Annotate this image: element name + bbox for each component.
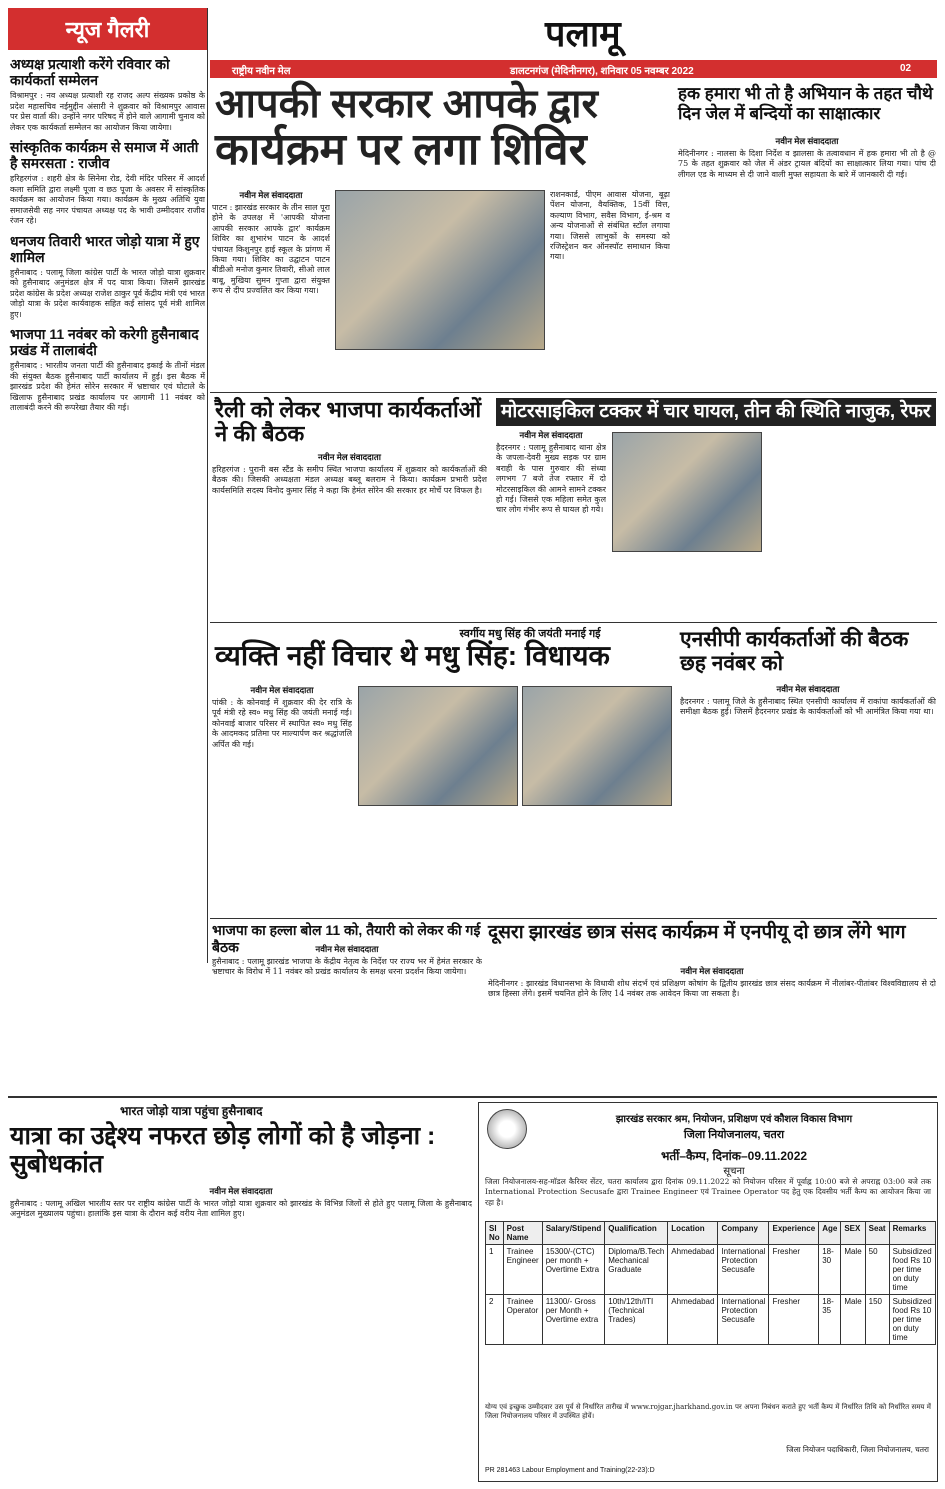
table-cell: 15300/-(CTC) per month + Overtime Extra	[542, 1245, 605, 1295]
table-cell: 10th/12th/ITI (Technical Trades)	[605, 1295, 668, 1345]
sidebar-story-text: हुसैनाबाद : भारतीय जनता पार्टी की हुसैनाबाद इकाई के तीनों मंडल की संयुक्त बैठक हुसैनाबाद पार्टी कार्यालय में हुई। इस बैठक में झारखंड प्रदेश की हेमंत सोरेन सरकार में भ्रष्टाचार एवं घोटाले के खिलाफ हुसैनाबाद प्रखंड कार्यालय पर आगामी 11 नवंबर को तालाबंदी करने की रूपरेखा तैयार की गई।	[10, 361, 205, 412]
lead-headline-line-1: आपकी सरकार आपके द्वार	[215, 82, 598, 126]
table-cell: 150	[865, 1295, 889, 1345]
rally-text: हरिहरगंज : पुरानी बस स्टैंड के समीप स्थित भाजपा कार्यालय में शुक्रवार को कार्यकर्ताओं की बैठक की। जिसकी अध्यक्षता मंडल अध्यक्ष बब्लू बलराम ने किया। कार्यक्रम प्रभारी प्रदेश कार्यसमिति सदस्य विनोद कुमार सिंह ने कहा कि हेमंत सोरेन की सरकार हर मोर्चे पर विफल है।	[212, 465, 487, 495]
byline: नवीन मेल संवाददाता	[680, 966, 744, 976]
dateline-bar	[210, 60, 937, 78]
byline: नवीन मेल संवाददाता	[315, 944, 379, 954]
notice-department: झारखंड सरकार श्रम, नियोजन, प्रशिक्षण एवं कौशल विकास विभाग	[615, 1114, 853, 1125]
dateline: डालटनगंज (मेदिनीनगर), शनिवार 05 नवम्बर 2022	[510, 66, 694, 77]
byline: नवीन मेल संवाददाता	[775, 136, 839, 146]
jail-text: मेदिनीनगर : नालसा के दिशा निर्देश व झालसा के तत्वावधान में हक हमारा भी तो है @ 75 के तहत शुक्रवार को जेल में अंडर ट्रायल बंदियों का साक्षात्कार लिया गया। पांच दी लीगल एड के माध्यम से दी जाने वाली मुफ्त सहायता के बारे में जानकारी दी गई।	[678, 149, 936, 179]
yatra-headline: यात्रा का उद्देश्य नफरत छोड़ लोगों को है जोड़ना : सुबोधकांत	[10, 1122, 436, 1178]
bjp11-headline: भाजपा का हल्ला बोल 11 को, तैयारी को लेकर की गई बैठक	[212, 922, 481, 955]
madhu-kicker: स्वर्गीय मधु सिंह की जयंती मनाई गई	[459, 628, 601, 640]
madhu-photo-1	[358, 686, 518, 806]
madhu-photo-2	[522, 686, 672, 806]
sidebar-story-text: विश्रामपुर : नव अध्यक्ष प्रत्याशी रह राजद अल्प संख्यक प्रकोष्ठ के प्रदेश महासचिव नईमुद्दीन अंसारी ने शुक्रवार को विश्रामपुर आवास पर प्रेस वार्ता की। उन्होंने नगर परिषद में होने वाले आगामी चुनाव को लेकर एक कार्यकर्ता सम्मेलन का आयोजन किया जायेगा।	[10, 91, 205, 132]
col-header: Seat	[865, 1222, 889, 1245]
table-cell: Subsidized food Rs 10 per time on duty time	[889, 1295, 935, 1345]
notice-pr-number: PR 281463 Labour Employment and Training(22-23):D	[485, 1467, 655, 1474]
sidebar-story-text: हरिहरगंज : शहरी क्षेत्र के सिनेमा रोड, देवी मंदिर परिसर में आदर्श कला समिति द्वारा लक्ष्मी पूजा व छठ पूजा के अवसर में सांस्कृतिक कार्यक्रम का आयोजन किया गया। कार्यक्रम के मुख्य अतिथि युवा समाजसेवी सह नगर पंचायत अध्यक्ष पद के भावी उम्मीदवार राजीव रंजन रहे।	[10, 174, 205, 225]
yatra-kicker: भारत जोड़ो यात्रा पहुंचा हुसैनाबाद	[120, 1104, 263, 1118]
notice-intro: जिला नियोजनालय-सह-मॉडल कैरियर सेंटर, चतरा कार्यालय द्वारा दिनांक 09.11.2022 को नियोजन परिसर में पूर्वाह्न 10:00 बजे से अपराह्न 03:00 बजे तक International Protection Secusafe द्वारा Trainee Engineer एवं Trainee Operator पद हेतु एक दिवसीय भर्ती कैम्प का आयोजन किया जा रहा है।	[485, 1177, 931, 1207]
notice-subtitle: सूचना	[723, 1166, 745, 1177]
jail-story	[678, 136, 936, 386]
accident-headline: मोटरसाइकिल टक्कर में चार घायल, तीन की स्थिति नाजुक, रेफर	[496, 398, 936, 426]
sidebar-story-text: हुसैनाबाद : पलामू जिला कांग्रेस पार्टी के भारत जोड़ो यात्रा शुक्रवार को हुसैनाबाद अनुमंडल क्षेत्र में पद यात्रा किया। जिसमें झारखंड प्रदेश कांग्रेस के प्रदेश अध्यक्ष राजेश ठाकुर पूर्व केंद्रीय मंत्री एवं भारत जोड़ो यात्रा के प्रदेश कार्यवाहक सहित कई सांसद पूर्व मंत्री शामिल हुए।	[10, 267, 205, 319]
sidebar-story-title: धनजय तिवारी भारत जोड़ो यात्रा में हुए शामिल	[10, 232, 200, 265]
notice-footer: योग्य एवं इच्छुक उम्मीदवार उस पूर्व से निर्धारित तारीख में www.rojgar.jharkhand.gov.in पर अपना निबंधन कराते हुए भर्ती कैम्प में निर्धारित तिथि को निर्धारित समय में जिला नियोजनालय परिसर में उपस्थित होवें।	[485, 1403, 931, 1420]
table-cell: 18-35	[819, 1295, 841, 1345]
lead-headline-line-2: कार्यक्रम पर लगा शिविर	[215, 125, 587, 174]
ncp-story	[680, 684, 936, 910]
table-cell: Diploma/B.Tech Mechanical Graduate	[605, 1245, 668, 1295]
parliament-story	[488, 966, 936, 1086]
table-row	[486, 1245, 936, 1295]
edition-name: पलामू	[545, 13, 621, 54]
notice-title: भर्ती–कैम्प, दिनांक–09.11.2022	[660, 1149, 808, 1163]
sidebar-story-title: सांस्कृतिक कार्यक्रम से समाज में आती है समरसता : राजीव	[10, 139, 199, 171]
paper-label: राष्ट्रीय नवीन मेल	[232, 66, 291, 77]
col-header: Remarks	[889, 1222, 935, 1245]
table-cell: Male	[841, 1295, 865, 1345]
lead-column-1	[212, 190, 330, 380]
sidebar-story-title: भाजपा 11 नवंबर को करेगी हुसैनाबाद प्रखंड में तालाबंदी	[10, 326, 199, 358]
byline: नवीन मेल संवाददाता	[209, 1186, 273, 1196]
madhu-story	[212, 685, 352, 910]
table-row	[486, 1295, 936, 1345]
table-cell: Fresher	[769, 1245, 819, 1295]
parliament-headline: दूसरा झारखंड छात्र संसद कार्यक्रम में एनपीयू दो छात्र लेंगे भाग	[488, 922, 906, 943]
col-header: Qualification	[605, 1222, 668, 1245]
table-cell: International Protection Secusafe	[718, 1245, 769, 1295]
byline: नवीन मेल संवाददाता	[318, 452, 381, 462]
jail-headline: हक हमारा भी तो है अभियान के तहत चौथे दिन जेल में बन्दियों का साक्षात्कार	[678, 84, 933, 123]
table-cell: 18-30	[819, 1245, 841, 1295]
col-header: SEX	[841, 1222, 865, 1245]
jharkhand-emblem-icon	[487, 1109, 527, 1149]
table-cell: Male	[841, 1245, 865, 1295]
col-header: Experience	[769, 1222, 819, 1245]
madhu-text: पांकी : के कोनवाई में शुक्रवार की देर रात्रि के पूर्व मंत्री रहे स्व० मधु सिंह की जयंती मनाई गई। कोनवाई बाजार परिसर में स्थापित स्व० मधु सिंह के आदमकद प्रतिमा पर माल्यार्पण कर श्रद्धांजलि अर्पित की गई।	[212, 698, 352, 749]
table-cell: Ahmedabad	[668, 1245, 718, 1295]
table-cell: 1	[486, 1245, 504, 1295]
lead-text: पाटन : झारखंड सरकार के तीन साल पूरा होने के उपलक्ष में 'आपकी योजना आपकी सरकार आपके द्वार' कार्यक्रम शिविर का शुभारंभ पाटन के आदर्श पंचायत किशुनपुर हाई स्कूल के प्रांगण में किया गया। शिविर का उद्घाटन पाटन बीडीओ मनोज कुमार तिवारी, सीओ लाल बाबू, मुखिया सुमन गुप्ता द्वारा संयुक्त रूप से दीप प्रज्वलित कर किया गया।	[212, 203, 330, 296]
table-cell: Ahmedabad	[668, 1295, 718, 1345]
rally-story	[212, 452, 487, 617]
lead-column-2	[550, 190, 670, 390]
notice-table	[485, 1221, 936, 1345]
yatra-text: हुसैनाबाद : पलामू अखिल भारतीय स्तर पर राष्ट्रीय कांग्रेस पार्टी के भारत जोड़ो यात्रा शुक्रवार को झारखंड के विभिन्न जिलों से होते हुए पलामू जिला के हुसैनाबाद अनुमंडल मुख्यालय पहुंचा। हालांकि इस यात्रा के दौरान कई वरीय नेता शामिल हुए।	[10, 1199, 472, 1219]
byline: नवीन मेल संवाददाता	[519, 430, 583, 440]
col-header: Post Name	[503, 1222, 542, 1245]
rally-headline: रैली को लेकर भाजपा कार्यकर्ताओं ने की बैठक	[215, 397, 482, 446]
parliament-text: मेदिनीनगर : झारखंड विधानसभा के विधायी शोध संदर्भ एवं प्रशिक्षण कोषांग के द्वितीय झारखंड छात्र संसद कार्यक्रम में नीलांबर-पीतांबर विश्वविद्यालय से दो छात्र हिस्सा लेंगे। इसमें चयनित होने के लिए 14 नवंबर तक आवेदन किया जा सकता है।	[488, 979, 936, 999]
table-cell: Trainee Operator	[503, 1295, 542, 1345]
table-cell: Subsidized food Rs 10 per time on duty time	[889, 1245, 935, 1295]
byline: नवीन मेल संवाददाता	[776, 684, 840, 694]
col-header: Sl No	[486, 1222, 504, 1245]
lead-text-2: राशनकार्ड, पीएम आवास योजना, बूढ़ा पेंशन योजना, वैयक्तिक, 15वीं वित्त, कल्याण विभाग, सवैस विभाग, ई-श्रम व अन्य योजनाओं से संबंधित स्टॉल लगाया गया। जिससे लाभुकों के समस्या को रजिस्ट्रेशन कर ऑनस्पॉट समाधान किया गया।	[550, 190, 670, 262]
lead-headline	[215, 84, 675, 172]
news-gallery-header: न्यूज गैलरी	[8, 8, 207, 50]
accident-photo	[612, 432, 762, 552]
bjp11-text: हुसैनाबाद : पलामू झारखंड भाजपा के केंद्रीय नेतृत्व के निर्देश पर राज्य भर में हेमंत सरकार के भ्रष्टाचार के विरोध में 11 नवंबर को प्रखंड कार्यालय के समक्ष धरना प्रदर्शन किया जायेगा।	[212, 957, 482, 977]
page-number: 02	[900, 63, 912, 74]
notice-signature: जिला नियोजन पदाधिकारी, जिला नियोजनालय, चतरा	[786, 1445, 929, 1454]
table-cell: International Protection Secusafe	[718, 1295, 769, 1345]
byline: नवीन मेल संवाददाता	[239, 190, 303, 200]
col-header: Age	[819, 1222, 841, 1245]
col-header: Location	[668, 1222, 718, 1245]
byline: नवीन मेल संवाददाता	[250, 685, 314, 695]
yatra-story	[10, 1186, 472, 1476]
notice-table-header	[486, 1222, 936, 1245]
bjp11-story	[212, 944, 482, 1089]
table-cell: 50	[865, 1245, 889, 1295]
madhu-headline: व्यक्ति नहीं विचार थे मधु सिंह: विधायक	[215, 640, 610, 671]
table-cell: 2	[486, 1295, 504, 1345]
table-cell: 11300/- Gross per Month + Overtime extra	[542, 1295, 605, 1345]
sidebar-story-title: अध्यक्ष प्रत्याशी करेंगे रविवार को कार्यकर्ता सम्मेलन	[10, 56, 170, 88]
table-cell: Trainee Engineer	[503, 1245, 542, 1295]
col-header: Salary/Stipend	[542, 1222, 605, 1245]
ncp-text: हैदरनगर : पलामू जिले के हुसैनाबाद स्थित एनसीपी कार्यालय में राकांपा कार्यकर्ताओं की समीक्षा बैठक हुई। जिसमें हैदरनगर प्रखंड के कार्यकर्ताओं को भी आमंत्रित किया गया था।	[680, 697, 936, 717]
notice-office: जिला नियोजनालय, चतरा	[683, 1129, 785, 1141]
lead-photo	[335, 190, 545, 350]
recruitment-notice	[478, 1102, 938, 1482]
col-header: Company	[718, 1222, 769, 1245]
ncp-headline: एनसीपी कार्यकर्ताओं की बैठक छह नवंबर को	[680, 628, 909, 675]
table-cell: Fresher	[769, 1295, 819, 1345]
page-masthead	[215, 8, 935, 60]
accident-story	[496, 430, 606, 615]
news-gallery-sidebar	[8, 8, 208, 963]
accident-text: हैदरनगर : पलामू हुसैनाबाद थाना क्षेत्र के जपला-देवरी मुख्य सड़क पर ग्राम बराही के पास गुरुवार की संध्या लगभग 7 बजे तेज रफ्तार में दो मोटरसाइकिल की आमने सामने टक्कर हो गई। जिससे एक महिला समेत कुल चार लोग गंभीर रूप से घायल हो गये।	[496, 443, 606, 515]
